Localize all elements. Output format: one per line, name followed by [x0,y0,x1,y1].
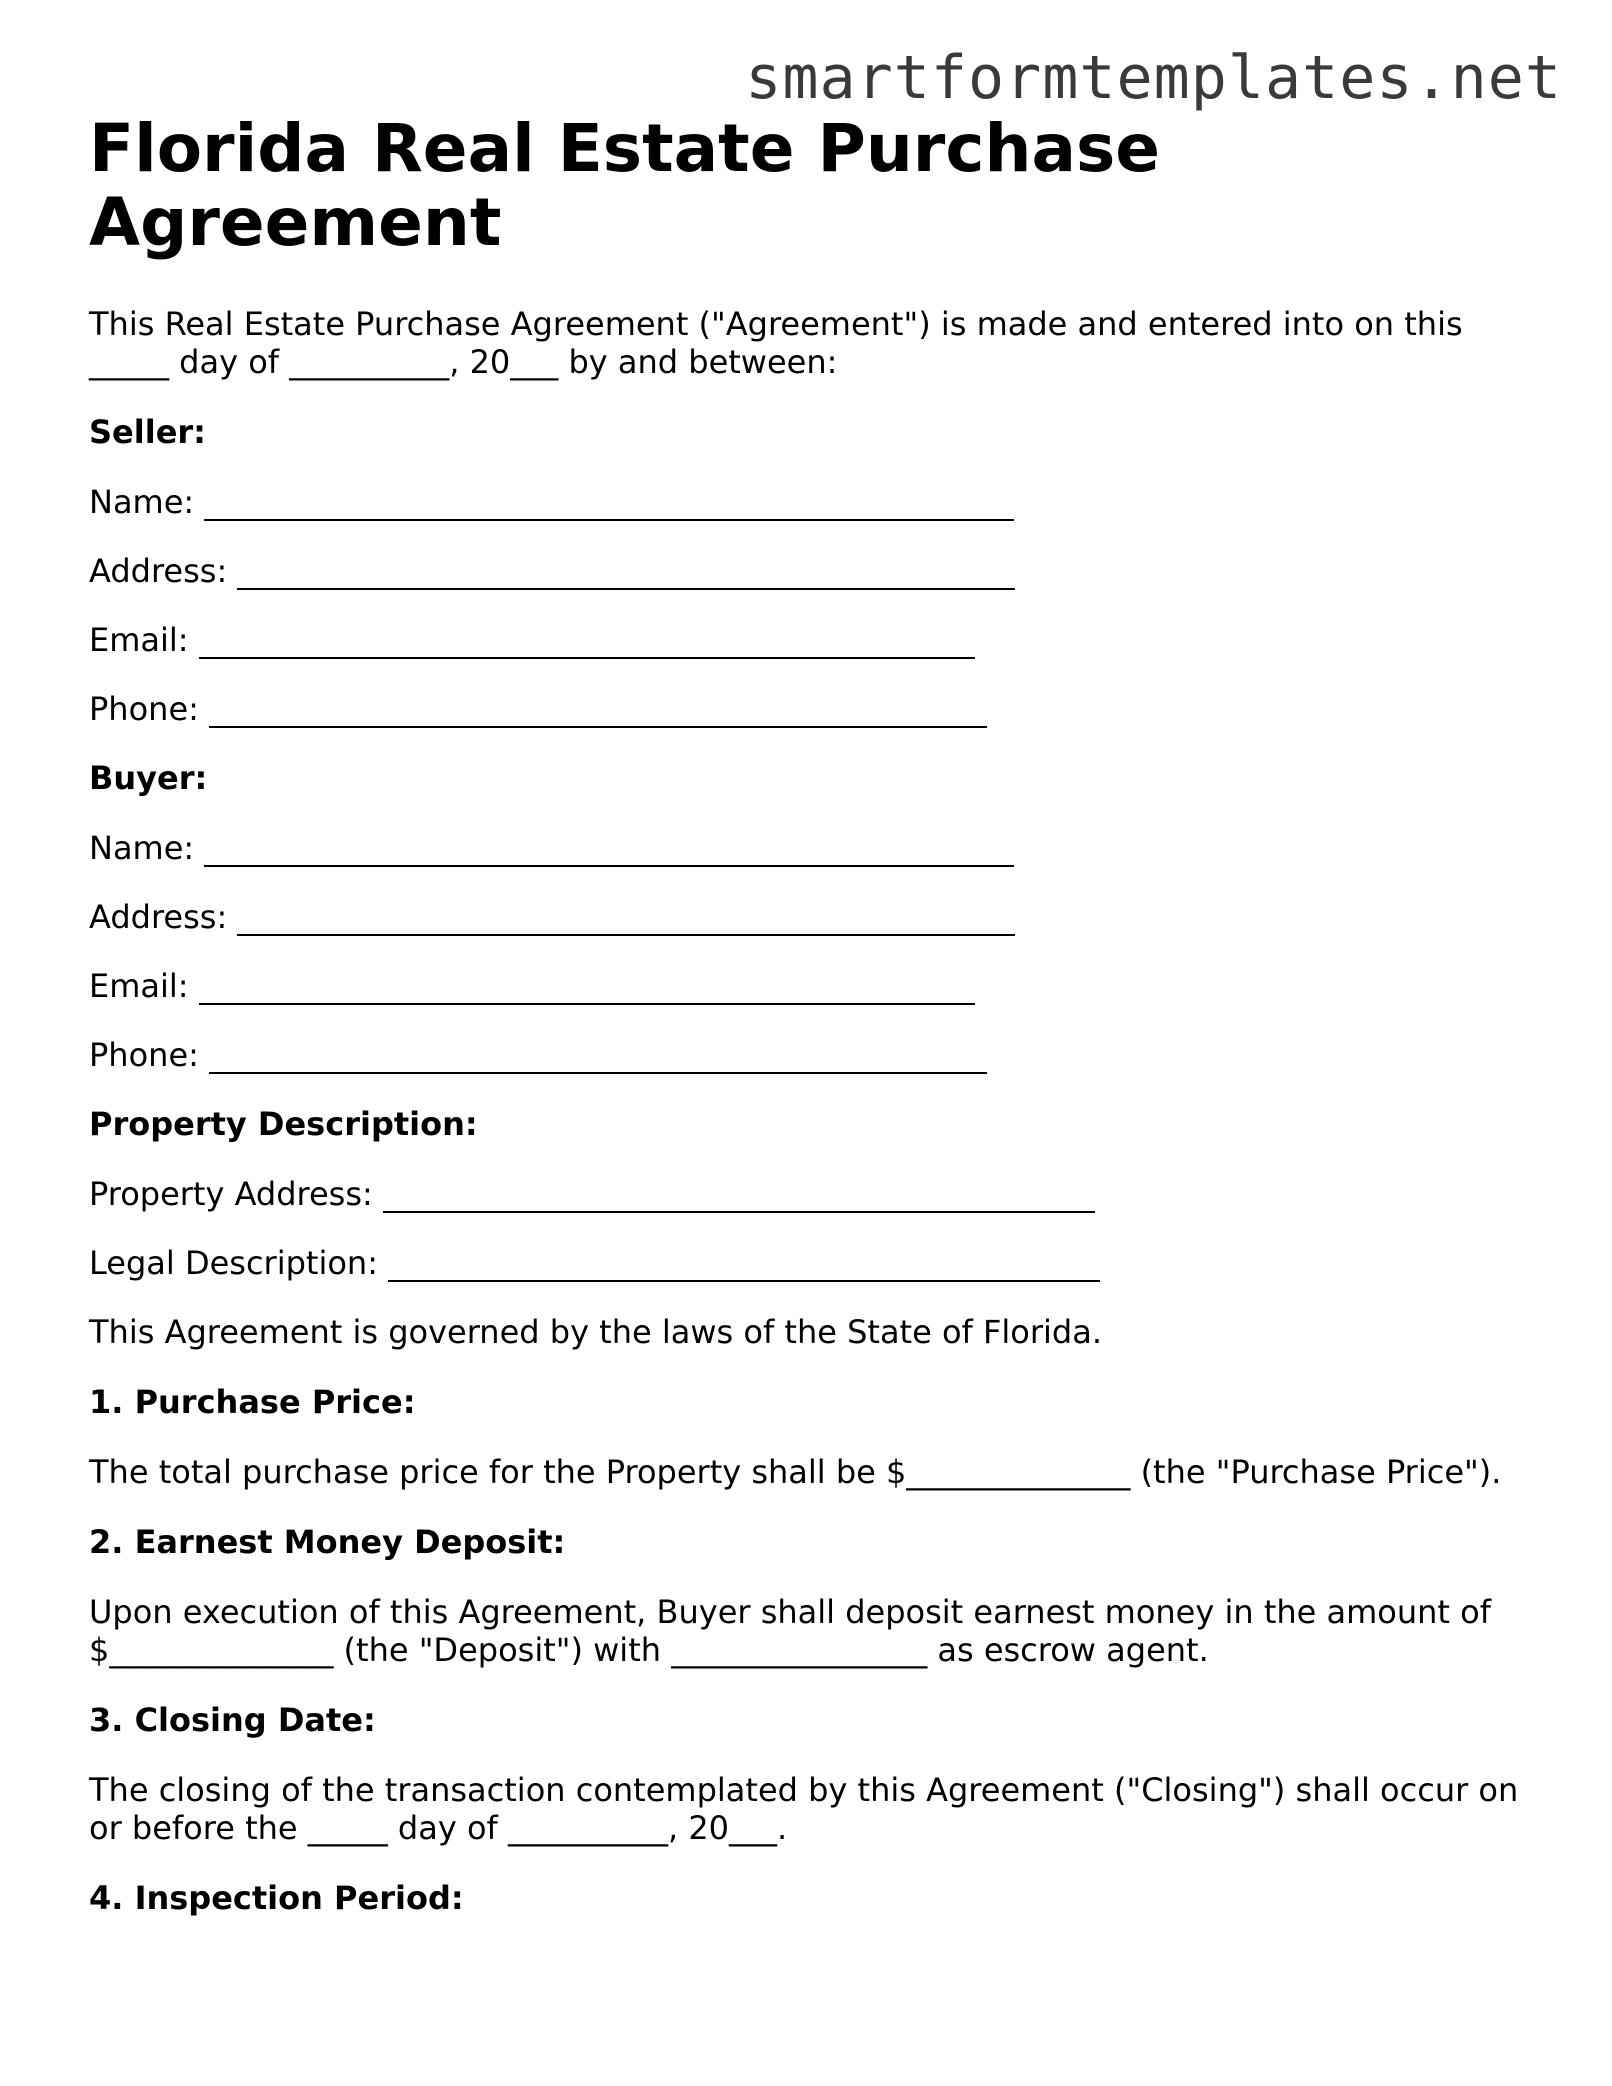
property-address-field [89,1175,1529,1213]
buyer-name-label: Name: [89,829,195,867]
buyer-email-blank[interactable] [199,973,975,1005]
buyer-address-blank[interactable] [237,904,1015,936]
site-watermark: smartformtemplates.net [745,43,1562,113]
governing-law-text: This Agreement is governed by the laws of the State of Florida. [89,1313,1102,1351]
buyer-email-label: Email: [89,967,189,1005]
seller-phone-label: Phone: [89,690,199,728]
document-title: Florida Real Estate Purchase Agreement [89,110,1161,261]
seller-name-field [89,483,1529,521]
buyer-phone-field [89,1036,1529,1074]
inspection-period-heading: 4. Inspection Period: [89,1879,464,1917]
property-address-label: Property Address: [89,1175,373,1213]
purchase-price-text: The total purchase price for the Property shall be $______________ (the "Purchase Price"). [89,1453,1502,1491]
seller-address-label: Address: [89,552,228,590]
seller-phone-blank[interactable] [209,696,987,728]
earnest-money-text: Upon execution of this Agreement, Buyer shall deposit earnest money in the amount of $______________ (the "Deposit") with ________________ as escrow agent. [89,1593,1491,1669]
earnest-money-heading: 2. Earnest Money Deposit: [89,1523,566,1561]
seller-email-blank[interactable] [199,627,975,659]
seller-name-label: Name: [89,483,195,521]
seller-address-field [89,552,1529,590]
intro-paragraph: This Real Estate Purchase Agreement ("Agreement") is made and entered into on this _____ day of __________, 20___ by and between: [89,305,1463,381]
seller-email-field [89,621,1529,659]
document-page [89,112,1529,1949]
purchase-price-heading: 1. Purchase Price: [89,1383,416,1421]
seller-heading: Seller: [89,413,206,451]
buyer-phone-label: Phone: [89,1036,199,1074]
buyer-name-field [89,829,1529,867]
legal-description-label: Legal Description: [89,1244,378,1282]
buyer-address-field [89,898,1529,936]
legal-description-blank[interactable] [388,1250,1100,1282]
seller-name-blank[interactable] [204,489,1014,521]
seller-phone-field [89,690,1529,728]
buyer-address-label: Address: [89,898,228,936]
buyer-heading: Buyer: [89,759,208,797]
property-heading: Property Description: [89,1105,478,1143]
legal-description-field [89,1244,1529,1282]
closing-date-heading: 3. Closing Date: [89,1701,376,1739]
property-address-blank[interactable] [383,1181,1095,1213]
seller-address-blank[interactable] [237,558,1015,590]
seller-email-label: Email: [89,621,189,659]
buyer-email-field [89,967,1529,1005]
buyer-name-blank[interactable] [204,835,1014,867]
buyer-phone-blank[interactable] [209,1042,987,1074]
closing-date-text: The closing of the transaction contemplated by this Agreement ("Closing") shall occur on or before the _____ day of __________, 20___. [89,1771,1519,1847]
